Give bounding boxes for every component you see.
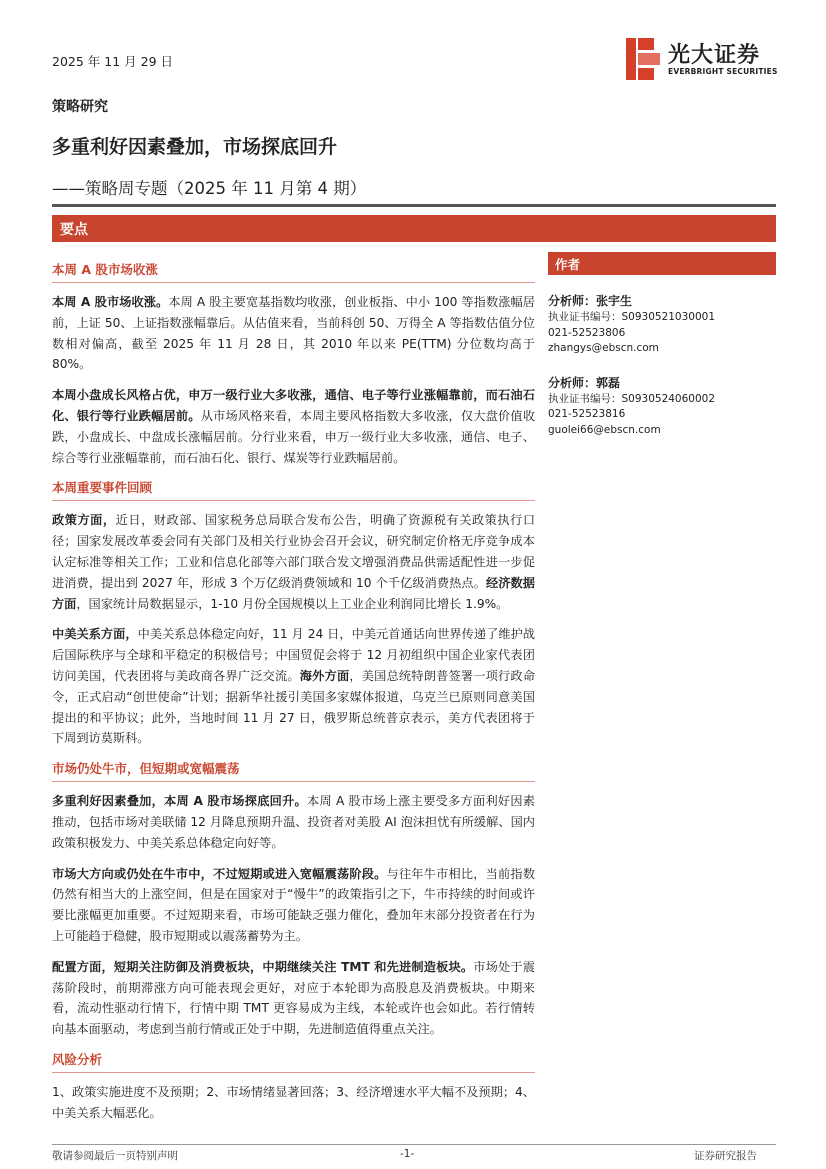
section-title-outlook: 市场仍处牛市，但短期或宽幅震荡 — [52, 761, 240, 777]
section-divider — [52, 1072, 535, 1073]
keypoints-label: 要点 — [60, 222, 88, 238]
paragraph-policy: 政策方面，近日，财政部、国家税务总局联合发布公告，明确了资源税有关政策执行口径；国家发展改革委会同有关部门及相关行业协会召开会议，研究制定价格无序竞争成本认定标准等相关工作；工业和信息化部等六部门联合发文增强消费品供需适配性进一步促进消费，提出到 2027 年，形成 3 个万亿级消费领域和 10 个千亿级消费热点。经济数据方面，国家统计局数据显示，1-10 月份全国规模以上工业企业利润同比增长 1.9%。 — [52, 513, 536, 611]
author-header-bar — [548, 252, 776, 275]
main-content — [52, 260, 535, 1134]
analyst-cert: 执业证书编号：S0930521030001 — [548, 311, 716, 323]
section-divider — [52, 781, 535, 782]
section-title-market: 本周 A 股市场收涨 — [52, 262, 158, 277]
footer-disclaimer: 敬请参阅最后一页特别声明 — [52, 1150, 178, 1162]
page-number: -1- — [400, 1148, 415, 1160]
analyst-phone: 021-52523816 — [548, 408, 626, 420]
author-sidebar — [548, 252, 776, 438]
analyst-name: 分析师：张宇生 — [548, 294, 633, 308]
analyst-email[interactable]: zhangys@ebscn.com — [548, 342, 659, 354]
analyst-card — [548, 293, 776, 357]
report-subtitle: ——策略周专题（2025 年 11 月第 4 期） — [52, 179, 367, 198]
paragraph-style-industry: 本周小盘成长风格占优，申万一级行业大多收涨，通信、电子等行业涨幅靠前，而石油石化、银行等行业跌幅居前。从市场风格来看，本周主要风格指数大多收涨，仅大盘价值收跌，小盘成长、中盘成长涨幅居前。分行业来看，申万一级行业大多收涨，通信、电子、综合等行业涨幅靠前，而石油石化、银行、煤炭等行业跌幅居前。 — [52, 388, 536, 465]
section-title-risk: 风险分析 — [52, 1051, 103, 1067]
logo-text-cn: 光大证券 — [668, 43, 761, 68]
paragraph-bull-market: 市场大方向或仍处在牛市中，不过短期或进入宽幅震荡阶段。与往年牛市相比，当前指数仍然有相当大的上涨空间，但是在国家对于“慢牛”的政策指引之下，牛市持续的时间或许要比涨幅更加重要。不过短期来看，市场可能缺乏强力催化，叠加年末部分投资者在行为上可能趋于稳健，股市短期或以震荡蓄势为主。 — [52, 866, 536, 943]
paragraph-allocation: 配置方面，短期关注防御及消费板块，中期继续关注 TMT 和先进制造板块。市场处于震荡阶段时，前期滞涨方向可能表现会更好，对应于本轮即为高股息及消费板块。中期来看，流动性驱动行情下，行情中期 TMT 更容易成为主线，本轮或许也会如此。若行情转向基本面驱动，考虑到当前行情或正处于中期，先进制造值得重点关注。 — [52, 959, 535, 1037]
logo-text-en: EVERBRIGHT SECURITIES — [668, 67, 778, 76]
section-title-events: 本周重要事件回顾 — [52, 480, 153, 496]
analyst-name: 分析师：郭磊 — [548, 375, 621, 390]
author-label: 作者 — [555, 257, 581, 272]
header-divider — [52, 204, 776, 207]
analyst-email[interactable]: guolei66@ebscn.com — [548, 423, 661, 436]
section-divider — [52, 500, 535, 501]
paragraph-sino-us: 中美关系方面，中美关系总体稳定向好，11 月 24 日，中美元首通话向世界传递了维护战后国际秩序与全球和平稳定的积极信号；中国贸促会将于 12 月初组织中国企业家代表团访问美国，代表团将与美政商各界广泛交流。海外方面，美国总统特朗普签署一项行政命令，正式启动“创世使命”计划；据新华社援引美国多家媒体报道，乌克兰已原则同意美国提出的和平协议；此外，当地时间 11 月 27 日，俄罗斯总统普京表示，美方代表团将于下周到访莫斯科。 — [52, 627, 536, 746]
analyst-card — [548, 375, 776, 439]
section-divider — [52, 282, 535, 283]
paragraph-market-summary: 本周 A 股市场收涨。本周 A 股主要宽基指数均收涨，创业板指、中小 100 等指数涨幅居前，上证 50、上证指数涨幅靠后。从估值来看，当前科创 50、万得全 A 等指数估值分位数相对偏高，截至 2025 年 11 月 28 日，其 2010 年以来 PE(TTM) 分位数均高于 80%。 — [52, 295, 535, 372]
everbright-logo-icon — [626, 38, 662, 80]
footer-report-type: 证券研究报告 — [694, 1150, 757, 1162]
analyst-phone: 021-52523806 — [548, 326, 626, 339]
report-title: 多重利好因素叠加，市场探底回升 — [52, 136, 338, 158]
paragraph-rebound: 多重利好因素叠加，本周 A 股市场探底回升。本周 A 股市场上涨主要受多方面利好因素推动，包括市场对美联储 12 月降息预期升温、投资者对美股 AI 泡沫担忧有所缓解、国内政策积极发力、中美关系总体稳定向好等。 — [52, 794, 535, 850]
paragraph-risk: 1、政策实施进度不及预期；2、市场情绪显著回落；3、经济增速水平大幅不及预期；4、中美关系大幅恶化。 — [52, 1084, 535, 1120]
analyst-cert: 执业证书编号：S0930524060002 — [548, 392, 716, 405]
report-date: 2025 年 11 月 29 日 — [52, 54, 173, 69]
footer-divider — [52, 1144, 776, 1145]
report-category: 策略研究 — [52, 99, 108, 115]
brand-logo — [626, 38, 776, 82]
keypoints-bar — [52, 215, 776, 242]
